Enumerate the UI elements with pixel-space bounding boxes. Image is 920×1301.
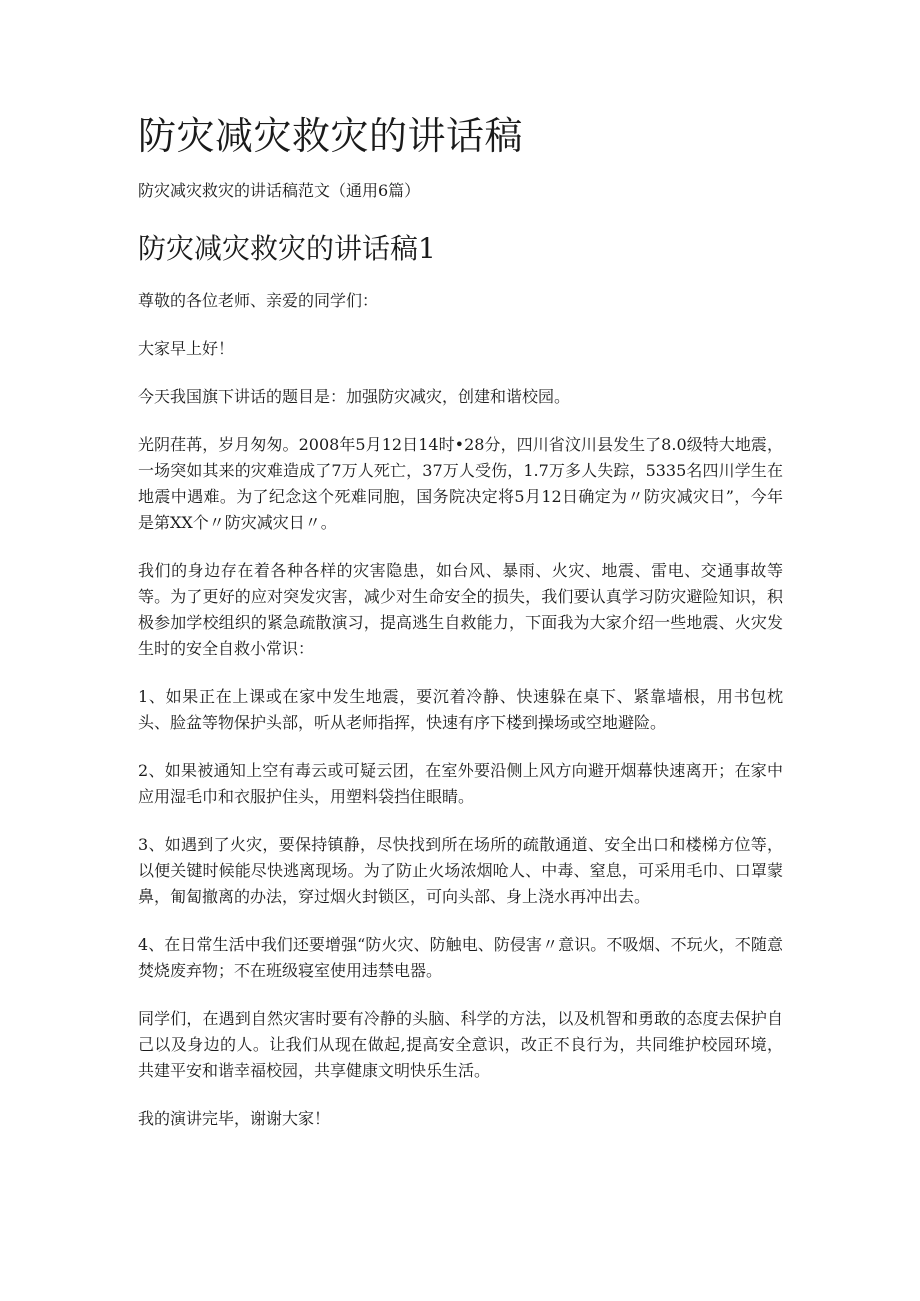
- paragraph-hazards: 我们的身边存在着各种各样的灾害隐患，如台风、暴雨、火灾、地震、雷电、交通事故等等。为了更好的应对突发灾害，减少对生命安全的损失，我们要认真学习防灾避险知识，积极参加学校组织的紧急疏散演习，提高逃生自救能力，下面我为大家介绍一些地震、火灾发生时的安全自救小常识：: [138, 561, 783, 658]
- paragraph-closing: 同学们，在遇到自然灾害时要有冷静的头脑、科学的方法，以及机智和勇敢的态度去保护自己以及身边的人。让我们从现在做起,提高安全意识，改正不良行为，共同维护校园环境，共建平安和谐幸福校园，共享健康文明快乐生活。: [138, 1009, 783, 1080]
- paragraph-salutation: 尊敬的各位老师、亲爱的同学们：: [138, 291, 379, 310]
- paragraph-tip-3: 3、如遇到了火灾，要保持镇静，尽快找到所在场所的疏散通道、安全出口和楼梯方位等，以便关键时候能尽快逃离现场。为了防止火场浓烟呛人、中毒、窒息，可采用毛巾、口罩蒙鼻，匍匐撤离的办法，穿过烟火封锁区，可向头部、身上浇水再冲出去。: [138, 835, 783, 906]
- paragraph-background: 光阴荏苒，岁月匆匆。2008年5月12日14时•28分，四川省汶川县发生了8.0级特大地震，一场突如其来的灾难造成了7万人死亡，37万人受伤，1.7万多人失踪，5335名四川学生在地震中遇难。为了纪念这个死难同胞，国务院决定将5月12日确定为〃防灾减灾日”，今年是第XX个〃防灾减灾日〃。: [138, 435, 783, 532]
- document-title: 防灾减灾救灾的讲话稿: [138, 114, 524, 158]
- paragraph-tip-2: 2、如果被通知上空有毒云或可疑云团，在室外要沿侧上风方向避开烟幕快速离开；在家中应用湿毛巾和衣服护住头，用塑料袋挡住眼睛。: [138, 761, 783, 806]
- paragraph-tip-1: 1、如果正在上课或在家中发生地震，要沉着冷静、快速躲在桌下、紧靠墙根，用书包枕头、脸盆等物保护头部，听从老师指挥，快速有序下楼到操场或空地避险。: [138, 687, 783, 732]
- section-heading: 防灾减灾救灾的讲话稿1: [138, 232, 436, 265]
- paragraph-greeting: 大家早上好！: [138, 339, 235, 358]
- paragraph-thanks: 我的演讲完毕，谢谢大家！: [138, 1109, 331, 1128]
- paragraph-topic: 今天我国旗下讲话的题目是：加强防灾减灾，创建和谐校园。: [138, 387, 571, 406]
- document-subtitle: 防灾减灾救灾的讲话稿范文（通用6篇）: [138, 181, 421, 200]
- paragraph-tip-4: 4、在日常生活中我们还要增强“防火灾、防触电、防侵害〃意识。不吸烟、不玩火，不随意焚烧废弃物；不在班级寝室使用违禁电器。: [138, 935, 783, 980]
- document-page: [138, 112, 783, 1132]
